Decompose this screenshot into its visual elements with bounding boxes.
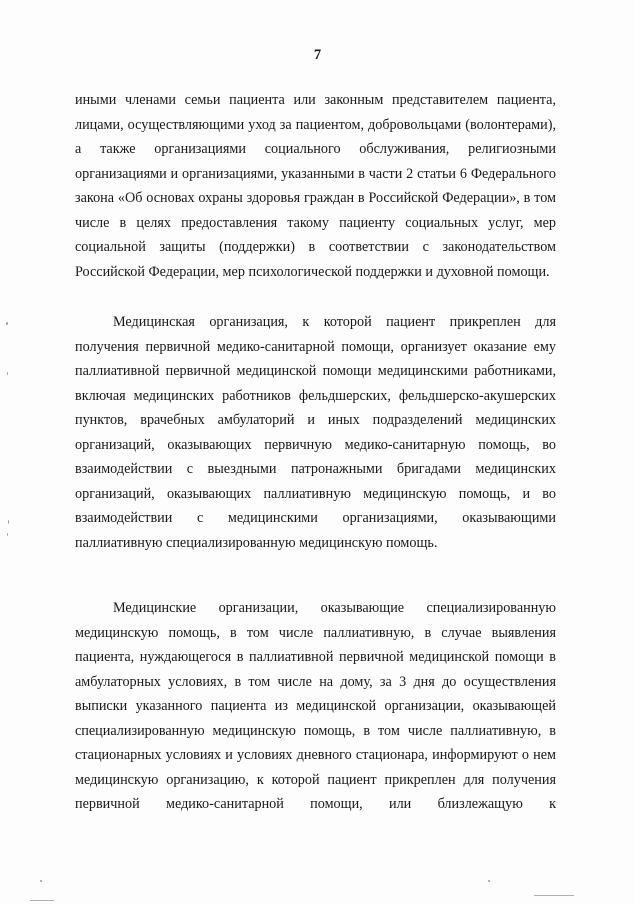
paragraph-specialized-care-organizations: Медицинские организации, оказывающие специализированную медицинскую помощь, в том числе паллиативную, в случае выявления пациента, нуждающегося в паллиативной первичной медицинской помощи в амбулаторных условиях, в том числе на дому, за 3 дня до осуществления выписки указанного пациента из медицинской организации, оказывающей специализированную медицинскую помощь, в том числе паллиативную, в стационарных условиях и условиях дневного стационара, информируют о нем медицинскую организацию, к которой пациент прикреплен для получения первичной медико-санитарной помощи, или близлежащую к <box>75 600 556 812</box>
scan-speck <box>40 880 42 882</box>
scan-speck <box>7 533 8 536</box>
page-number: 7 <box>313 47 322 63</box>
scan-speck <box>8 520 9 524</box>
scan-speck <box>6 322 8 325</box>
scan-mark <box>30 900 54 901</box>
paragraph-continuation: иными членами семьи пациента или законным представителем пациента, лицами, осуществляющими уход за пациентом, добровольцами (волонтерами), а также организациями социального обслуживания, религиозными организациями и организациями, указанными в части 2 статьи 6 Федерального закона «Об основах охраны здоровья граждан в Российской Федерации», в том числе в целях предоставления такому пациенту социальных услуг, мер социальной защиты (поддержки) в соответствии с законодательством Российской Федерации, мер психологической поддержки и духовной помощи. <box>75 92 556 280</box>
scan-speck <box>7 372 8 375</box>
scan-mark <box>534 895 574 896</box>
paragraph-primary-care-organization: Медицинская организация, к которой пациент прикреплен для получения первичной медико-санитарной помощи, организует оказание ему паллиативной первичной медицинской помощи медицинскими работниками, включая медицинских работников фельдшерских, фельдшерско-акушерских пунктов, врачебных амбулаторий и иных подразделений медицинских организаций, оказывающих первичную медико-санитарную помощь, во взаимодействии с выездными патронажными бригадами медицинских организаций, оказывающих паллиативную медицинскую помощь, и во взаимодействии с медицинскими организациями, оказывающими паллиативную специализированную медицинскую помощь. <box>75 314 556 551</box>
scan-speck <box>488 880 490 882</box>
